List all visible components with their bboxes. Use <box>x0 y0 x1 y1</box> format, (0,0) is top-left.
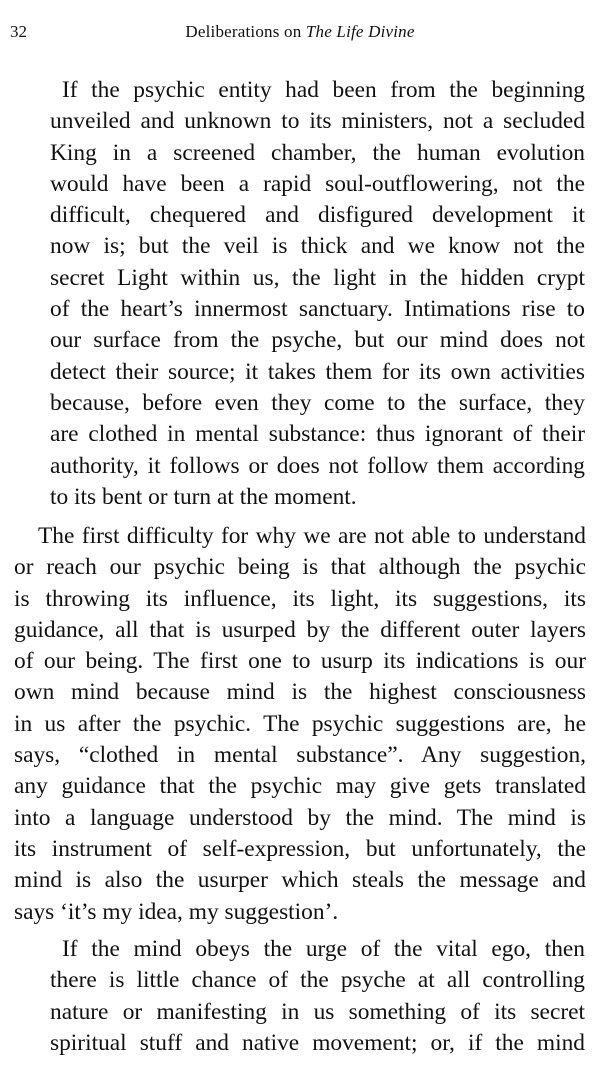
running-title-book: The Life Divine <box>305 22 415 41</box>
quote-1-line: to its bent or turn at the moment. <box>50 483 357 510</box>
quote-1-line: King in a screened chamber, the human evolution <box>50 139 585 166</box>
commentary-line: its instrument of self-expression, but unfortunately, the <box>14 835 586 862</box>
quote-2-line: there is little chance of the psyche at all controlling <box>50 967 585 994</box>
quote-1-line: unveiled and unknown to its ministers, not a secluded <box>50 108 585 135</box>
quote-1-line: authority, it follows or does not follow them according <box>50 452 585 479</box>
commentary-line: is throwing its influence, its light, its suggestions, its <box>14 585 586 612</box>
running-title-text: Deliberations on <box>185 22 306 41</box>
quote-1-line: difficult, chequered and disfigured development it <box>50 202 585 229</box>
quote-1-line: are clothed in mental substance: thus ignorant of their <box>50 421 585 448</box>
commentary-line: The first difficulty for why we are not able to understand <box>38 523 586 549</box>
commentary-line: guidance, all that is usurped by the different outer layers <box>14 616 586 643</box>
running-title <box>0 20 600 44</box>
quote-1-line: secret Light within us, the light in the hidden crypt <box>50 264 585 291</box>
page-number: 32 <box>10 22 27 41</box>
quote-1-line: of the heart’s innermost sanctuary. Intimations rise to <box>50 296 585 323</box>
commentary-line: own mind because mind is the highest consciousness <box>14 679 586 706</box>
running-head <box>0 20 600 46</box>
commentary-paragraph <box>14 521 586 928</box>
quote-block-2 <box>50 934 585 1059</box>
quote-2-line: If the mind obeys the urge of the vital ego, then <box>62 936 585 962</box>
commentary-line: mind is also the usurper which steals the message and <box>14 867 586 894</box>
quote-1-line: because, before even they come to the surface, they <box>50 389 585 416</box>
commentary-line: or reach our psychic being is that although the psychic <box>14 554 586 581</box>
commentary-line: says ‘it’s my idea, my suggestion’. <box>14 898 339 925</box>
quote-1-line: now is; but the veil is thick and we know not the <box>50 233 585 260</box>
quote-1-line: If the psychic entity had been from the beginning <box>62 77 585 103</box>
commentary-line: any guidance that the psychic may give gets translated <box>14 773 586 800</box>
quote-2-line: spiritual stuff and native movement; or, if the mind <box>50 1029 585 1056</box>
quote-1-line: detect their source; it takes them for its own activities <box>50 358 585 385</box>
quote-2-line: nature or manifesting in us something of its secret <box>50 998 585 1025</box>
commentary-line: of our being. The first one to usurp its indications is our <box>14 648 586 675</box>
quote-1-line: our surface from the psyche, but our mind does not <box>50 327 585 354</box>
commentary-line: in us after the psychic. The psychic suggestions are, he <box>14 710 586 737</box>
commentary-line: into a language understood by the mind. The mind is <box>14 804 586 831</box>
commentary-line: says, “clothed in mental substance”. Any suggestion, <box>14 742 586 769</box>
quote-1-line: would have been a rapid soul-outflowering, not the <box>50 170 585 197</box>
quote-block-1 <box>50 75 585 513</box>
